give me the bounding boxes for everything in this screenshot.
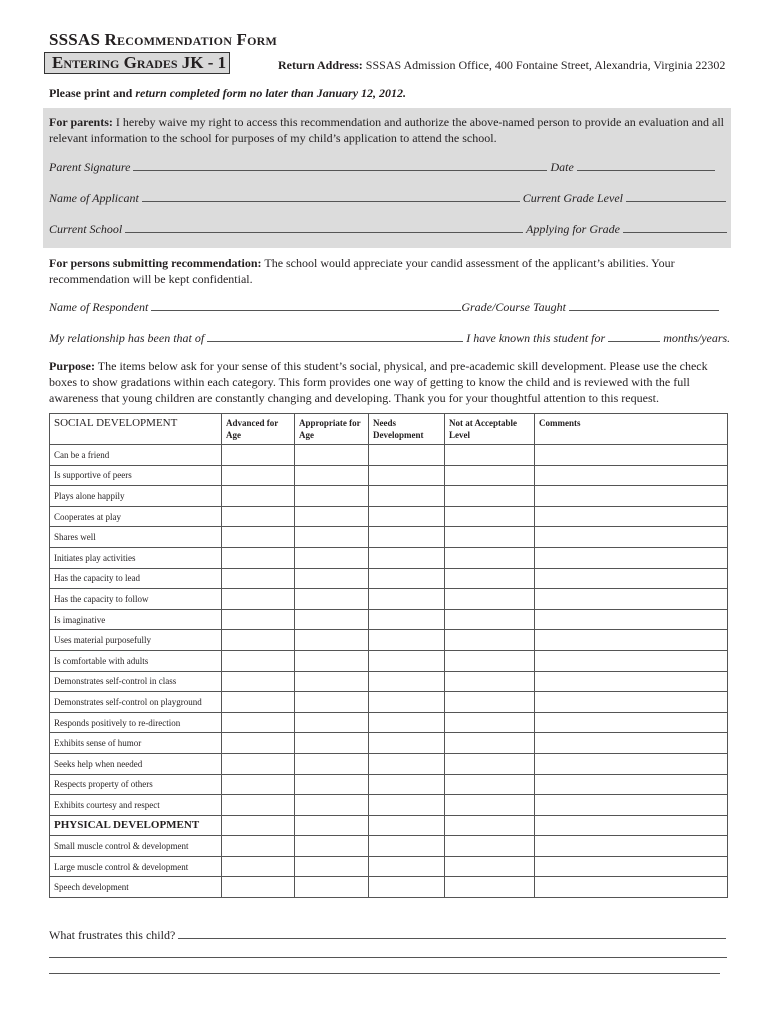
rating-checkbox-cell[interactable] xyxy=(295,877,369,898)
rating-checkbox-cell[interactable] xyxy=(369,486,445,507)
rating-checkbox-cell[interactable] xyxy=(222,692,295,713)
rating-checkbox-cell[interactable] xyxy=(295,836,369,857)
rating-checkbox-cell[interactable] xyxy=(222,877,295,898)
rating-checkbox-cell[interactable] xyxy=(222,506,295,527)
comments-cell[interactable] xyxy=(535,774,728,795)
rating-checkbox-cell[interactable] xyxy=(369,671,445,692)
rating-checkbox-cell[interactable] xyxy=(445,589,535,610)
rating-checkbox-cell[interactable] xyxy=(369,856,445,877)
row-label: Is imaginative xyxy=(50,609,222,630)
rating-checkbox-cell[interactable] xyxy=(445,753,535,774)
rating-checkbox-cell[interactable] xyxy=(369,589,445,610)
comments-cell[interactable] xyxy=(535,712,728,733)
comments-cell[interactable] xyxy=(535,630,728,651)
rating-checkbox-cell[interactable] xyxy=(295,815,369,836)
rating-checkbox-cell[interactable] xyxy=(222,753,295,774)
answer-line[interactable] xyxy=(49,973,720,974)
table-row xyxy=(50,589,728,610)
rating-checkbox-cell[interactable] xyxy=(445,568,535,589)
table-row xyxy=(50,774,728,795)
comments-cell[interactable] xyxy=(535,836,728,857)
rating-checkbox-cell[interactable] xyxy=(369,445,445,466)
rating-checkbox-cell[interactable] xyxy=(295,733,369,754)
row-label: Initiates play activities xyxy=(50,547,222,568)
rating-checkbox-cell[interactable] xyxy=(445,527,535,548)
rating-checkbox-cell[interactable] xyxy=(295,856,369,877)
rating-checkbox-cell[interactable] xyxy=(295,568,369,589)
col-social-development: SOCIAL DEVELOPMENT xyxy=(50,414,222,445)
rating-checkbox-cell[interactable] xyxy=(295,692,369,713)
comments-cell[interactable] xyxy=(535,568,728,589)
comments-cell[interactable] xyxy=(535,547,728,568)
row-label: Plays alone happily xyxy=(50,486,222,507)
return-address xyxy=(278,58,725,73)
current-school-field[interactable]: Current School Applying for Grade xyxy=(49,222,727,237)
col-advanced: Advanced for Age xyxy=(222,414,295,445)
rating-checkbox-cell[interactable] xyxy=(295,445,369,466)
row-label: Small muscle control & development xyxy=(50,836,222,857)
comments-cell[interactable] xyxy=(535,795,728,816)
table-row xyxy=(50,465,728,486)
table-row xyxy=(50,753,728,774)
rating-checkbox-cell[interactable] xyxy=(222,815,295,836)
form-title: SSSAS Recommendation Form xyxy=(49,30,278,49)
table-row xyxy=(50,650,728,671)
rating-checkbox-cell[interactable] xyxy=(222,486,295,507)
respondent-instructions: For persons submitting recommendation: The school would appreciate your candid assessment of the applicant’s abilities. Your recommendation will be kept confidential. xyxy=(49,256,675,286)
comments-cell[interactable] xyxy=(535,445,728,466)
rating-checkbox-cell[interactable] xyxy=(295,527,369,548)
row-label: Large muscle control & development xyxy=(50,856,222,877)
comments-cell[interactable] xyxy=(535,753,728,774)
table-row xyxy=(50,630,728,651)
rating-checkbox-cell[interactable] xyxy=(369,795,445,816)
return-address-value: SSSAS Admission Office, 400 Fontaine Street, Alexandria, Virginia 22302 xyxy=(365,58,726,72)
table-row xyxy=(50,547,728,568)
row-label: Can be a friend xyxy=(50,445,222,466)
comments-cell[interactable] xyxy=(535,609,728,630)
row-label: Shares well xyxy=(50,527,222,548)
rating-checkbox-cell[interactable] xyxy=(295,486,369,507)
parent-signature-field[interactable]: Parent Signature Date xyxy=(49,160,715,175)
rating-checkbox-cell[interactable] xyxy=(222,527,295,548)
rating-checkbox-cell[interactable] xyxy=(295,671,369,692)
rating-checkbox-cell[interactable] xyxy=(445,630,535,651)
respondent-name-field[interactable]: Name of Respondent Grade/Course Taught xyxy=(49,300,719,315)
rating-checkbox-cell[interactable] xyxy=(295,753,369,774)
rating-checkbox-cell[interactable] xyxy=(222,774,295,795)
table-row xyxy=(50,836,728,857)
rating-checkbox-cell[interactable] xyxy=(445,877,535,898)
rating-checkbox-cell[interactable] xyxy=(369,712,445,733)
rating-checkbox-cell[interactable] xyxy=(369,568,445,589)
comments-cell[interactable] xyxy=(535,733,728,754)
parents-waiver: For parents: I hereby waive my right to access this recommendation and authorize the above-named person to provide an evaluation and all relevant information to the school for purposes of my child’s application to attend the school. xyxy=(49,115,725,145)
section-heading: PHYSICAL DEVELOPMENT xyxy=(50,815,222,836)
table-row xyxy=(50,568,728,589)
row-label: Has the capacity to follow xyxy=(50,589,222,610)
table-row xyxy=(50,856,728,877)
table-row xyxy=(50,671,728,692)
row-label: Exhibits sense of humor xyxy=(50,733,222,754)
rating-checkbox-cell[interactable] xyxy=(445,671,535,692)
table-row xyxy=(50,527,728,548)
table-row xyxy=(50,712,728,733)
rating-checkbox-cell[interactable] xyxy=(445,609,535,630)
rating-checkbox-cell[interactable] xyxy=(369,877,445,898)
row-label: Demonstrates self-control in class xyxy=(50,671,222,692)
rating-checkbox-cell[interactable] xyxy=(445,795,535,816)
rating-checkbox-cell[interactable] xyxy=(222,609,295,630)
row-label: Exhibits courtesy and respect xyxy=(50,795,222,816)
comments-cell[interactable] xyxy=(535,506,728,527)
rating-checkbox-cell[interactable] xyxy=(295,795,369,816)
col-appropriate: Appropriate for Age xyxy=(295,414,369,445)
rating-checkbox-cell[interactable] xyxy=(222,856,295,877)
row-label: Respects property of others xyxy=(50,774,222,795)
col-not-acceptable: Not at Acceptable Level xyxy=(445,414,535,445)
comments-cell[interactable] xyxy=(535,815,728,836)
row-label: Is comfortable with adults xyxy=(50,650,222,671)
rating-checkbox-cell[interactable] xyxy=(445,836,535,857)
col-needs-development: Needs Development xyxy=(369,414,445,445)
comments-cell[interactable] xyxy=(535,589,728,610)
row-label: Responds positively to re-direction xyxy=(50,712,222,733)
deadline-note: Please print and return completed form no later than January 12, 2012. xyxy=(49,86,407,100)
rating-checkbox-cell[interactable] xyxy=(445,506,535,527)
col-comments: Comments xyxy=(535,414,728,445)
rating-checkbox-cell[interactable] xyxy=(295,609,369,630)
table-row xyxy=(50,733,728,754)
comments-cell[interactable] xyxy=(535,650,728,671)
rating-checkbox-cell[interactable] xyxy=(369,836,445,857)
rating-checkbox-cell[interactable] xyxy=(295,465,369,486)
rating-checkbox-cell[interactable] xyxy=(369,630,445,651)
rating-checkbox-cell[interactable] xyxy=(295,506,369,527)
rating-checkbox-cell[interactable] xyxy=(445,547,535,568)
rating-checkbox-cell[interactable] xyxy=(222,589,295,610)
rating-checkbox-cell[interactable] xyxy=(445,856,535,877)
comments-cell[interactable] xyxy=(535,527,728,548)
rating-checkbox-cell[interactable] xyxy=(445,486,535,507)
comments-cell[interactable] xyxy=(535,692,728,713)
rating-checkbox-cell[interactable] xyxy=(445,712,535,733)
row-label: Cooperates at play xyxy=(50,506,222,527)
rating-checkbox-cell[interactable] xyxy=(369,547,445,568)
rating-checkbox-cell[interactable] xyxy=(369,774,445,795)
row-label: Is supportive of peers xyxy=(50,465,222,486)
rating-checkbox-cell[interactable] xyxy=(222,445,295,466)
rating-checkbox-cell[interactable] xyxy=(445,815,535,836)
rating-checkbox-cell[interactable] xyxy=(295,589,369,610)
return-address-label: Return Address: xyxy=(278,58,363,72)
row-label: Has the capacity to lead xyxy=(50,568,222,589)
rating-checkbox-cell[interactable] xyxy=(445,692,535,713)
rating-checkbox-cell[interactable] xyxy=(369,527,445,548)
rating-checkbox-cell[interactable] xyxy=(295,712,369,733)
rating-checkbox-cell[interactable] xyxy=(295,774,369,795)
answer-line[interactable] xyxy=(49,957,727,958)
table-row xyxy=(50,609,728,630)
rating-checkbox-cell[interactable] xyxy=(222,465,295,486)
rating-checkbox-cell[interactable] xyxy=(445,650,535,671)
purpose-text: Purpose: The items below ask for your sense of this student’s social, physical, and pre-academic skill development. Please use the check boxes to show gradations within each category. This form provides one way of getting to know the child and is reviewed with the full awareness that young children are constantly changing and developing. Thank you for your thoughtful attention to this request. xyxy=(49,359,708,405)
table-row xyxy=(50,445,728,466)
rating-checkbox-cell[interactable] xyxy=(369,650,445,671)
rating-checkbox-cell[interactable] xyxy=(369,815,445,836)
rating-checkbox-cell[interactable] xyxy=(222,712,295,733)
table-row xyxy=(50,877,728,898)
frustrates-question[interactable]: What frustrates this child? xyxy=(49,928,726,943)
rating-checkbox-cell[interactable] xyxy=(295,630,369,651)
rating-checkbox-cell[interactable] xyxy=(222,568,295,589)
rating-checkbox-cell[interactable] xyxy=(369,609,445,630)
comments-cell[interactable] xyxy=(535,671,728,692)
row-label: Seeks help when needed xyxy=(50,753,222,774)
rating-checkbox-cell[interactable] xyxy=(222,836,295,857)
rating-checkbox-cell[interactable] xyxy=(369,692,445,713)
relationship-field[interactable]: My relationship has been that of I have known this student for months/years. xyxy=(49,331,731,345)
applicant-name-field[interactable]: Name of Applicant Current Grade Level xyxy=(49,191,726,206)
rating-checkbox-cell[interactable] xyxy=(295,650,369,671)
section-row xyxy=(50,815,728,836)
rating-checkbox-cell[interactable] xyxy=(369,465,445,486)
rating-checkbox-cell[interactable] xyxy=(222,671,295,692)
rating-checkbox-cell[interactable] xyxy=(222,795,295,816)
rating-checkbox-cell[interactable] xyxy=(445,445,535,466)
comments-cell[interactable] xyxy=(535,877,728,898)
rating-checkbox-cell[interactable] xyxy=(295,547,369,568)
rating-checkbox-cell[interactable] xyxy=(369,753,445,774)
comments-cell[interactable] xyxy=(535,465,728,486)
table-row xyxy=(50,486,728,507)
row-label: Uses material purposefully xyxy=(50,630,222,651)
assessment-table xyxy=(49,413,728,898)
rating-checkbox-cell[interactable] xyxy=(445,733,535,754)
table-row xyxy=(50,795,728,816)
rating-checkbox-cell[interactable] xyxy=(222,650,295,671)
comments-cell[interactable] xyxy=(535,856,728,877)
rating-checkbox-cell[interactable] xyxy=(445,465,535,486)
table-row xyxy=(50,692,728,713)
table-row xyxy=(50,506,728,527)
rating-checkbox-cell[interactable] xyxy=(445,774,535,795)
row-label: Demonstrates self-control on playground xyxy=(50,692,222,713)
comments-cell[interactable] xyxy=(535,486,728,507)
rating-checkbox-cell[interactable] xyxy=(369,733,445,754)
row-label: Speech development xyxy=(50,877,222,898)
form-subtitle: Entering Grades JK - 1 xyxy=(52,53,227,72)
rating-checkbox-cell[interactable] xyxy=(222,547,295,568)
table-header xyxy=(50,414,728,445)
rating-checkbox-cell[interactable] xyxy=(369,506,445,527)
rating-checkbox-cell[interactable] xyxy=(222,733,295,754)
rating-checkbox-cell[interactable] xyxy=(222,630,295,651)
